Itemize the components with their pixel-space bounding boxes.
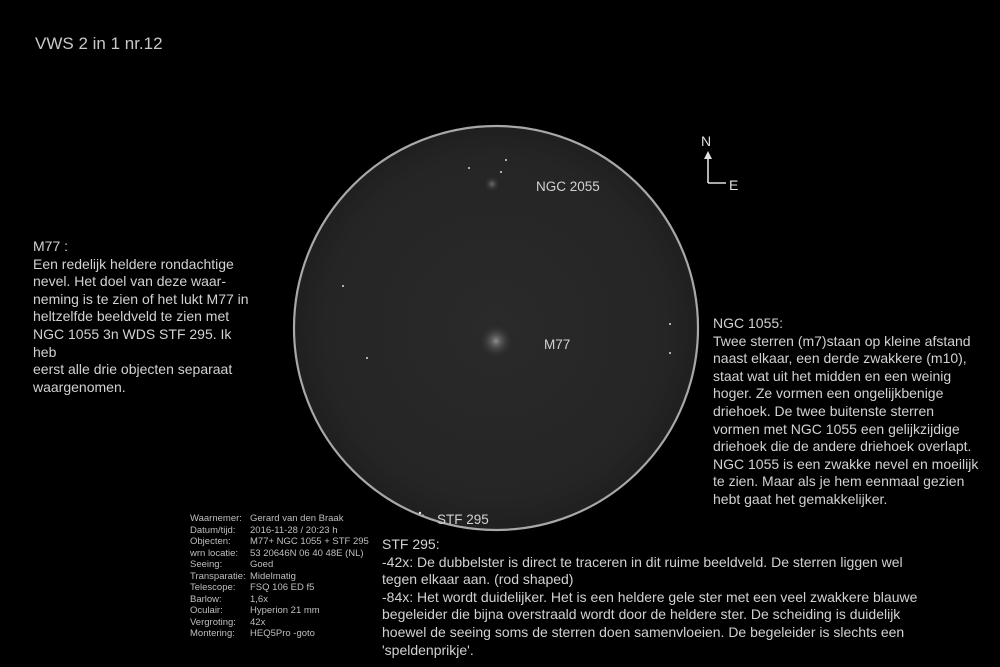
observation-key: Waarnemer: [190, 513, 242, 524]
observation-value: 2016-11-28 / 20:23 h [250, 524, 338, 536]
star [342, 285, 344, 287]
observation-value: HEQ5Pro -goto [250, 628, 315, 640]
compass-east-label: E [729, 177, 739, 193]
observation-key: wrn locatie: [190, 547, 239, 559]
observation-key: Datum/tijd: [190, 524, 236, 536]
observation-row [190, 559, 369, 571]
observation-value: Gerard van den Braak [250, 513, 344, 524]
observation-row [190, 571, 369, 583]
observation-key: Oculair: [190, 605, 223, 617]
observation-key: Montering: [190, 628, 235, 640]
star [669, 323, 671, 325]
star [366, 357, 368, 359]
star [500, 171, 502, 173]
m77-note-title: M77 : [33, 238, 69, 254]
observation-key: Seeing: [190, 559, 223, 571]
north-arrow-icon [704, 151, 712, 159]
observation-row [190, 605, 369, 617]
observation-row [190, 582, 369, 594]
ngc1055-note-body: Twee sterren (m7)staan op kleine afstand naast elkaar, een derde zwakkere (m10), staat wat uit het midden en een weinig hoger. Ze vormen een ongelijkbenige driehoek. De twee buitenste sterren vormen met NGC 1055 een gelijkzijdige driehoek die de andere driehoek overlapt. NGC 1055 is een zwakke nevel en moeilijk te zien. Maar als je hem eenmaal gezien hebt gaat het gemakkelijker. [713, 332, 979, 507]
star [505, 159, 507, 161]
observation-value: M77+ NGC 1055 + STF 295 [250, 536, 369, 548]
observation-value: 53 20646N 06 40 48E (NL) [250, 547, 364, 559]
observation-row [190, 525, 369, 537]
star [422, 514, 424, 516]
observation-value: 42x [250, 616, 266, 628]
observation-row [190, 548, 369, 560]
stf295-note-title: STF 295: [382, 536, 440, 552]
star [419, 512, 421, 514]
observation-row [190, 628, 369, 640]
observation-row [190, 513, 369, 525]
compass-rose [701, 133, 738, 193]
observation-key: Transparatie: [190, 570, 246, 582]
observation-value: Goed [250, 559, 274, 571]
observation-row [190, 594, 369, 606]
compass-north-label: N [701, 133, 712, 149]
stf295-note [382, 536, 994, 659]
ngc1055-note [713, 315, 995, 509]
ngc2055-label: NGC 2055 [536, 179, 600, 194]
observation-details [190, 513, 369, 640]
observation-value: 1,6x [250, 593, 268, 605]
observation-row [190, 536, 369, 548]
observation-key: Barlow: [190, 593, 222, 605]
m77-note [33, 238, 258, 396]
ngc1055-note-title: NGC 1055: [713, 315, 784, 331]
star [669, 352, 671, 354]
observation-key: Telescope: [190, 582, 236, 594]
m77-note-body: Een redelijk heldere rondachtige nevel. Het doel van deze waar- neming is te zien of het lukt M77 in heltzelfde beeldveld te zien met NGC 1055 3n WDS STF 295. Ik heb eerst alle drie objecten separaat waargenomen. [33, 255, 249, 395]
m77-nebula [479, 324, 513, 358]
stf295-note-body: -42x: De dubbelster is direct te traceren in dit ruime beeldveld. De sterren liggen wel tegen elkaar aan. (rod shaped) -84x: Het wordt duidelijker. Het is een heldere gele ster met een veel zwakkere blauwe begeleider die bijna overstraald wordt door de heldere ster. De scheiding is duidelijk hoewel de seeing soms de sterren doen samenvloeien. De begeleider is slechts een 'speldenprikje'. [382, 553, 918, 658]
observation-key: Objecten: [190, 536, 231, 548]
observation-value: Midelmatig [250, 570, 296, 582]
page-title: VWS 2 in 1 nr.12 [35, 34, 163, 53]
m77-label: M77 [544, 337, 571, 352]
observation-value: FSQ 106 ED f5 [250, 582, 315, 594]
star [468, 167, 470, 169]
ngc2055-nebula [484, 176, 500, 192]
observation-key: Vergroting: [190, 616, 236, 628]
stf295-label: STF 295 [437, 512, 489, 527]
observation-row [190, 617, 369, 629]
observation-value: Hyperion 21 mm [250, 605, 320, 617]
